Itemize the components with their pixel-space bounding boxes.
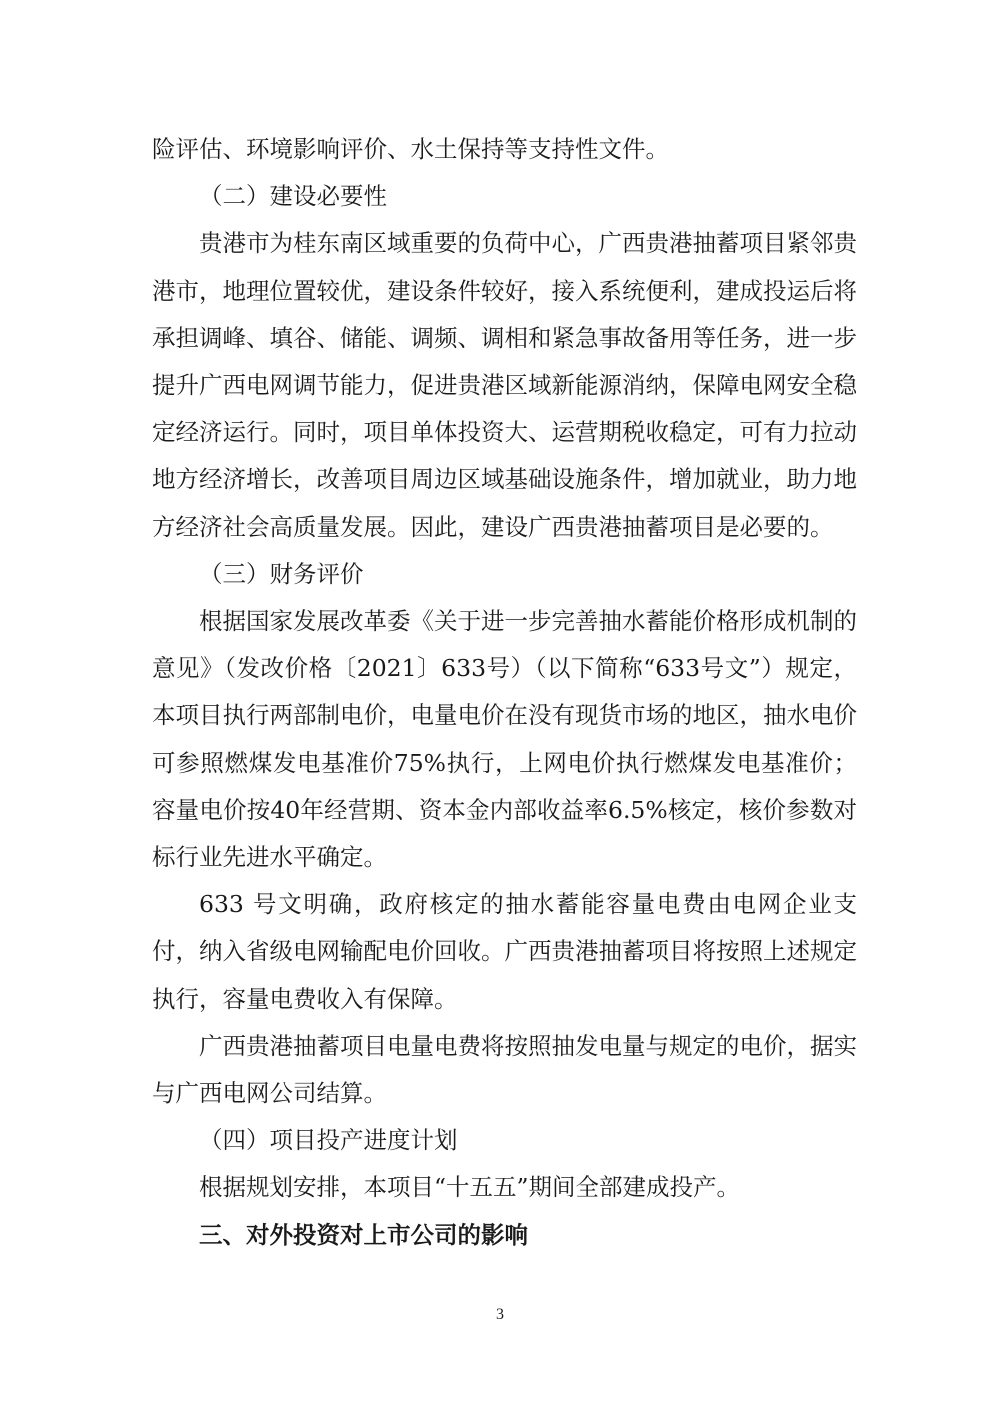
paragraph-necessity: 贵港市为桂东南区域重要的负荷中心，广西贵港抽蓄项目紧邻贵港市，地理位置较优，建设条件较好，接入系统便利，建成投运后将承担调峰、填谷、储能、调频、调相和紧急事故备用等任务，进一步提升广西电网调节能力，促进贵港区域新能源消纳，保障电网安全稳定经济运行。同时，项目单体投资大、运营期税收稳定，可有力拉动地方经济增长，改善项目周边区域基础设施条件，增加就业，助力地方经济社会高质量发展。因此，建设广西贵港抽蓄项目是必要的。 [152,229,857,541]
paragraph-energy-fee: 广西贵港抽蓄项目电量电费将按照抽发电量与规定的电价，据实与广西电网公司结算。 [152,1031,857,1108]
paragraph-pricing-policy: 根据国家发展改革委《关于进一步完善抽水蓄能价格形成机制的意见》（发改价格〔2021〕633号）（以下简称“633号文”）规定，本项目执行两部制电价，电量电价在没有现货市场的地区，抽水电价可参照燃煤发电基准价75%执行，上网电价执行燃煤发电基准价；容量电价按40年经营期、资本金内部收益率6.5%核定，核价参数对标行业先进水平确定。 [152,607,857,872]
paragraph-continuation: 险评估、环境影响评价、水土保持等支持性文件。 [152,135,669,163]
paragraph-schedule: 根据规划安排，本项目“十五五”期间全部建成投产。 [199,1173,741,1202]
document-body [152,126,857,1259]
subheading-construction-necessity: （二）建设必要性 [199,182,387,211]
paragraph-capacity-fee: 633 号文明确，政府核定的抽水蓄能容量电费由电网企业支付，纳入省级电网输配电价回收。广西贵港抽蓄项目将按照上述规定执行，容量电费收入有保障。 [152,890,857,1013]
subheading-production-schedule: （四）项目投产进度计划 [199,1126,458,1155]
page-number: 3 [496,1306,504,1323]
section-heading-impact: 三、对外投资对上市公司的影响 [199,1220,528,1249]
subheading-financial-evaluation: （三）财务评价 [199,559,364,588]
